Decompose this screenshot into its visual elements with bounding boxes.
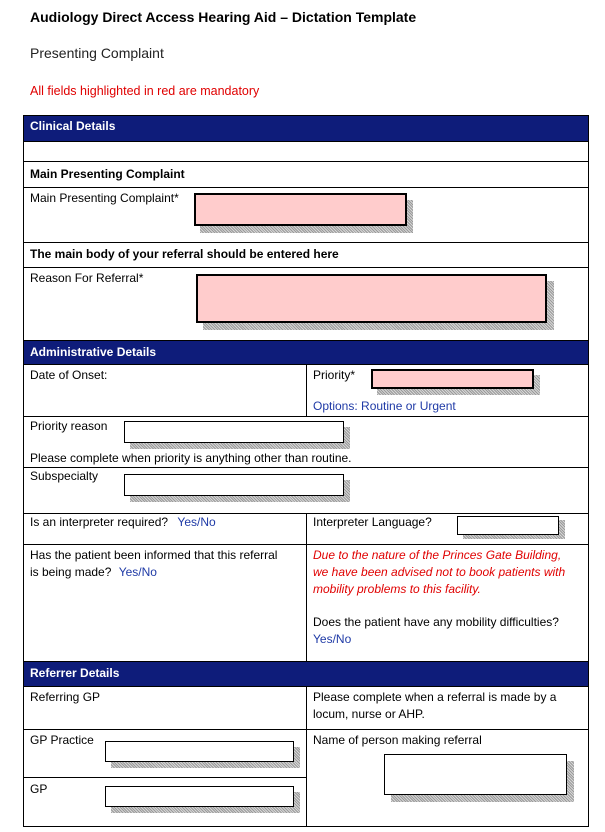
subspecialty-label: Subspecialty [30,469,99,483]
person-making-referral-label: Name of person making referral [313,733,482,747]
interpreter-language-input[interactable] [457,516,559,535]
priority-reason-note: Please complete when priority is anything other than routine. [30,451,352,465]
clinical-details-header-label: Clinical Details [30,119,116,133]
reason-for-referral-label: Reason For Referral* [30,271,144,285]
interpreter-row [24,514,588,545]
informed-label-line-2 [30,564,157,581]
priority-input[interactable] [371,369,534,389]
administrative-details-header [24,341,588,365]
administrative-details-header-label: Administrative Details [30,345,157,359]
mobility-options: Yes/No [313,632,352,646]
interpreter-label [30,514,216,531]
main-complaint-label: Main Presenting Complaint* [30,191,179,205]
document-title: Audiology Direct Access Hearing Aid – Dictation Template [30,9,417,25]
blank-row [24,142,588,162]
main-complaint-row [24,188,588,243]
referrer-details-header [24,662,588,687]
informed-label-line-1: Has the patient been informed that this referral [30,548,278,562]
main-complaint-heading: Main Presenting Complaint [30,167,185,181]
referral-heading-row [24,243,588,268]
reason-for-referral-row [24,268,588,341]
cell-divider [24,777,306,778]
referrer-details-header-label: Referrer Details [30,666,120,680]
subspecialty-row [24,468,588,514]
main-complaint-input[interactable] [194,193,407,226]
building-note-line-2: we have been advised not to book patients with [313,565,566,579]
locum-note-line-2: locum, nurse or AHP. [313,707,425,721]
clinical-details-header [24,116,588,142]
referring-gp-row [24,687,588,730]
main-complaint-heading-row [24,162,588,188]
priority-reason-row [24,417,588,468]
referral-heading: The main body of your referral should be entered here [30,247,339,261]
column-divider [306,687,307,729]
person-making-referral-input[interactable] [384,754,567,795]
date-of-onset-label: Date of Onset: [30,368,108,382]
dictation-form-table [23,115,589,827]
interpreter-question: Is an interpreter required? [30,515,169,529]
document-subtitle: Presenting Complaint [30,45,164,61]
reason-for-referral-input[interactable] [196,274,547,323]
column-divider [306,545,307,661]
interpreter-options: Yes/No [177,515,216,529]
gp-label: GP [30,782,48,796]
column-divider [306,730,307,826]
priority-reason-input[interactable] [124,421,344,443]
column-divider [306,514,307,544]
mandatory-note: All fields highlighted in red are mandatory [30,84,260,98]
priority-options: Options: Routine or Urgent [313,399,456,413]
interpreter-language-label: Interpreter Language? [313,515,432,529]
onset-priority-row [24,365,588,417]
priority-reason-label: Priority reason [30,419,108,433]
informed-mobility-row [24,545,588,662]
locum-note-line-1: Please complete when a referral is made by a [313,690,557,704]
subspecialty-input[interactable] [124,474,344,496]
building-note-line-3: mobility problems to this facility. [313,582,481,596]
gp-practice-label: GP Practice [30,733,94,747]
gp-input[interactable] [105,786,294,807]
informed-options: Yes/No [118,565,157,579]
referring-gp-label: Referring GP [30,690,101,704]
gp-practice-input[interactable] [105,741,294,762]
informed-question: is being made? [30,565,112,579]
priority-label: Priority* [313,368,356,382]
column-divider [306,365,307,416]
building-note-line-1: Due to the nature of the Princes Gate Building, [313,548,562,562]
mobility-question: Does the patient have any mobility difficulties? [313,615,559,629]
gp-practice-row [24,730,588,826]
